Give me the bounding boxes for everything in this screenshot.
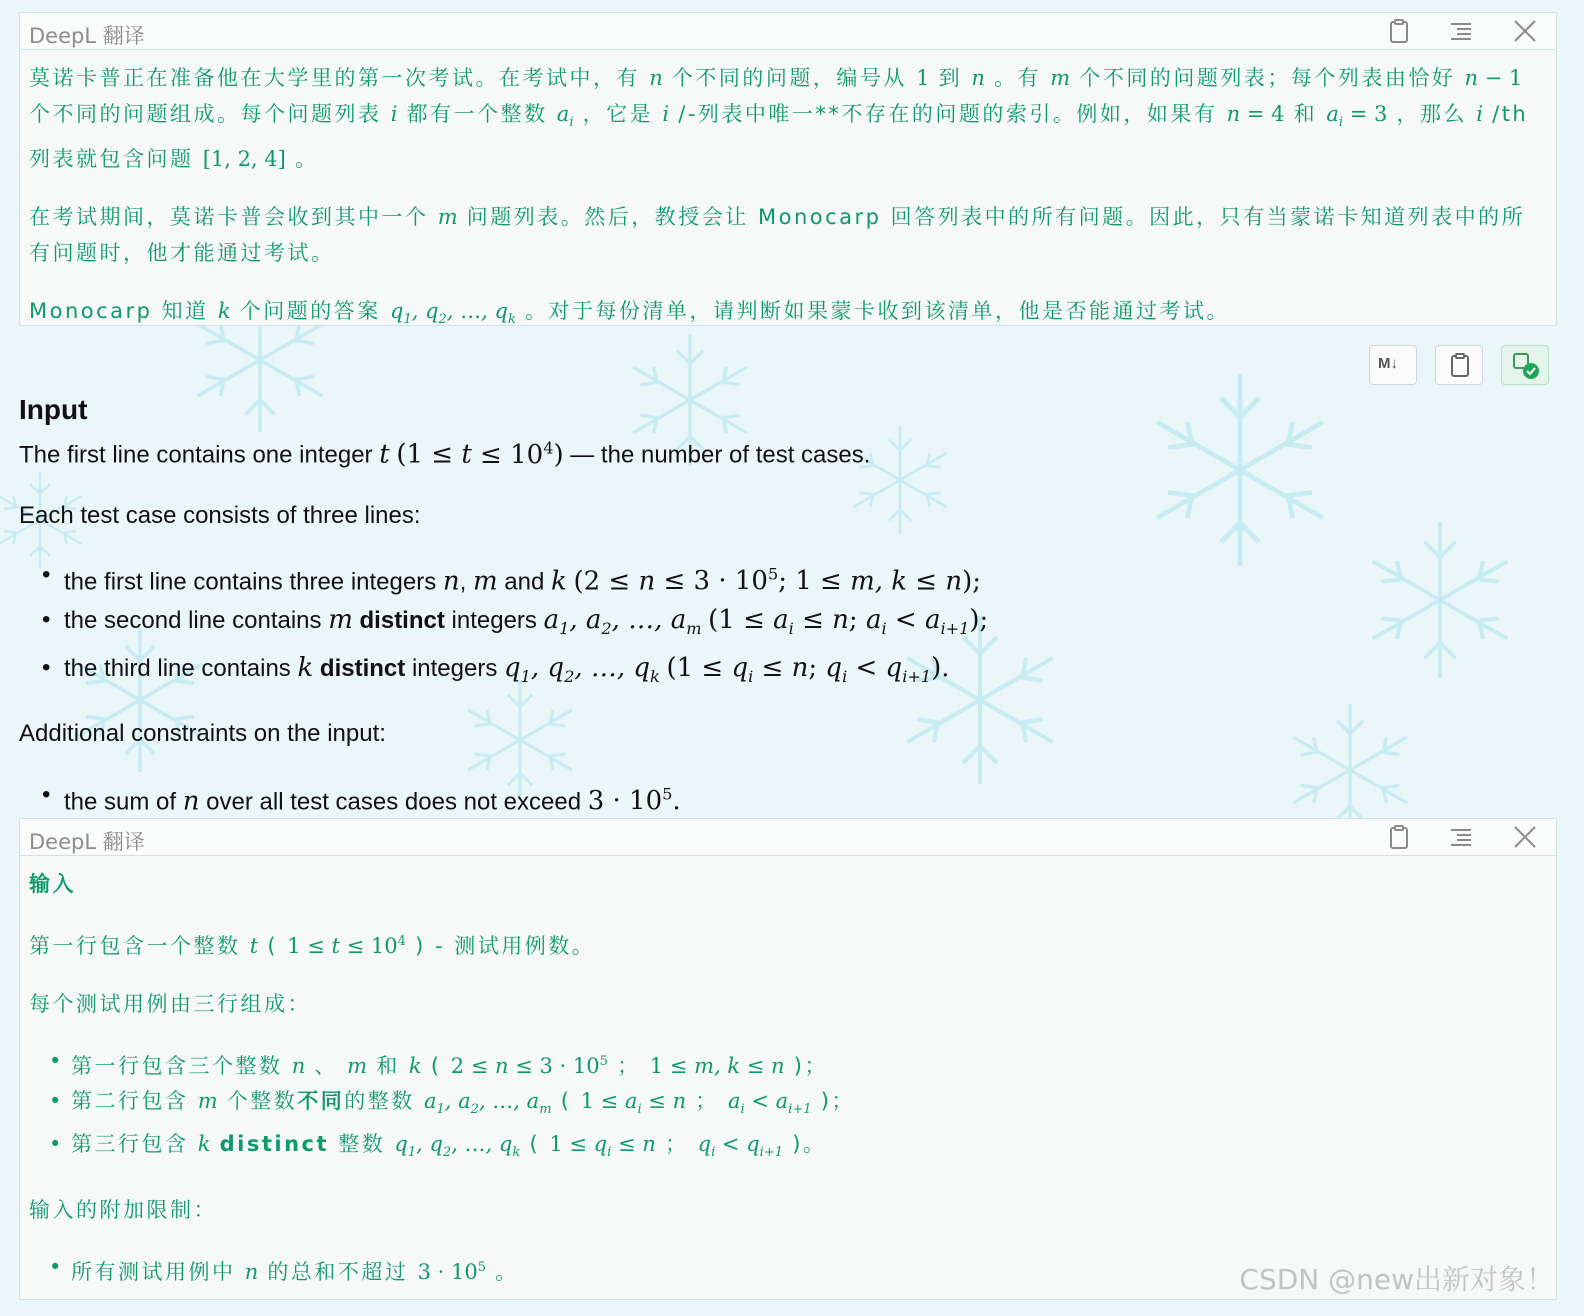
translation-line-2: 每个测试用例由三行组成：	[29, 992, 311, 1016]
text-segment: 。对于每份清单，请判断如果蒙卡收到该清单，他是否能通过考试。	[525, 299, 1231, 324]
translate-button[interactable]	[1501, 345, 1549, 385]
copy-icon[interactable]	[1386, 18, 1412, 44]
text-segment: 。	[295, 147, 319, 172]
text-segment: — the number of test cases.	[570, 441, 871, 469]
original-input-section	[19, 390, 1119, 821]
panel-header	[20, 819, 1556, 856]
text-segment: 和	[1293, 102, 1318, 126]
text-segment: 到	[938, 66, 963, 90]
translation-line-3: 输入的附加限制：	[29, 1198, 217, 1223]
panel-header	[20, 13, 1556, 50]
text-segment: 个不同的问题列表；每个列表由恰好	[1079, 66, 1456, 90]
text-segment: 个不同的问题，编号从	[671, 66, 907, 90]
text-segment: Monocarp 知道	[29, 299, 209, 324]
original-line-1: The first line contains one integer t $(1 \le t \le 10^4)$ — the number of test cases.	[19, 438, 871, 470]
text-segment: ，那么	[1396, 102, 1468, 126]
input-heading: Input	[19, 394, 88, 425]
copy-button[interactable]	[1435, 345, 1483, 385]
constraints-list	[19, 776, 1119, 822]
text-segment: 都有一个整数	[406, 102, 548, 126]
text-segment: The first line contains one integer	[19, 441, 373, 469]
deepl-translation-panel-2	[19, 818, 1557, 1300]
list-item: • 第一行包含三个整数 n 、 m 和 k ( $2 \le n \le 3 \cdot 10^5$ ； 1 ≤ m, k ≤ n )；	[49, 1044, 1547, 1084]
translation-line-1: 第一行包含一个整数 t ( $1 \le t \le 10^4$ ) - 测试用例数。	[29, 934, 596, 958]
watermark: CSDN @new出新对象！	[1239, 1263, 1554, 1296]
list-item: • the second line contains m distinct integers $a_1$, $a_2$, …, $a_m$ ($1 \le a_i \le n$; $a_i < a_{i+1}$);	[64, 601, 1119, 648]
text-segment: 问题列表。然后，教授会让 Monocarp 回答列表中的所有问题。因此，只有当蒙诺卡知道列表中的所有问题时，他才能通过考试。	[29, 205, 1526, 266]
text-segment: 莫诺卡普正在准备他在大学里的第一次考试。在考试中，有	[29, 66, 640, 90]
text-segment: 。有	[994, 66, 1042, 90]
text-segment: 在考试期间，莫诺卡普会收到其中一个	[29, 205, 429, 230]
deepl-translation-panel-1	[19, 12, 1557, 326]
text-segment: ，它是	[582, 102, 654, 126]
list-item: • the third line contains k distinct integers $q_1$, $q_2$, …, $q_k$ ($1 \le q_i \le n$; $q_i < q_{i+1}$).	[64, 649, 1119, 696]
markdown-label: M↓	[1378, 355, 1398, 372]
original-line-3: Additional constraints on the input:	[19, 719, 386, 747]
text-segment: 个不同的问题组成。每个问题列表	[29, 102, 382, 126]
panel-body	[20, 856, 1556, 1290]
translate-check-icon	[1511, 351, 1541, 386]
translation-paragraph-2: 在考试期间，莫诺卡普会收到其中一个 m 问题列表。然后，教授会让 Monocarp 回答列表中的所有问题。因此，只有当蒙诺卡知道列表中的所有问题时，他才能通过考试。	[29, 205, 1526, 266]
text-segment: 个问题的答案	[239, 299, 381, 324]
copy-icon	[1447, 352, 1473, 383]
list-item: • 第二行包含 m 个整数不同的整数 $a_1$, $a_2$, …, $a_m$ ( $1 \le a_i \le n$ ； $a_i < a_{i+1}$ )；	[49, 1084, 1547, 1127]
close-icon[interactable]	[1512, 824, 1538, 850]
translation-list	[29, 1044, 1547, 1170]
panel-body	[20, 50, 1556, 338]
translation-heading: 输入	[29, 872, 76, 896]
panel-title: DeepL 翻译	[29, 830, 145, 854]
menu-icon[interactable]	[1448, 18, 1474, 44]
original-line-2: Each test case consists of three lines:	[19, 501, 421, 529]
original-list	[19, 556, 1119, 696]
list-item: • 所有测试用例中 n 的总和不超过 $3 \cdot 10^5$ 。	[49, 1250, 1547, 1290]
close-icon[interactable]	[1512, 18, 1538, 44]
panel-title: DeepL 翻译	[29, 24, 145, 48]
text-segment: /-列表中唯一**不存在的问题的索引。例如，如果有	[678, 102, 1218, 126]
list-item: • the first line contains three integers n, m and k ($2 \le n \le 3 \cdot 10^5$; 1 ≤ m, k ≤ n);	[64, 556, 1119, 602]
list-item: • 第三行包含 k distinct 整数 $q_1$, $q_2$, …, $q_k$ ( $1 \le q_i \le n$ ； $q_i < q_{i+1}$ )。	[49, 1127, 1547, 1170]
menu-icon[interactable]	[1448, 824, 1474, 850]
text-segment: /th列表就包含问题	[29, 102, 1529, 172]
markdown-button[interactable]	[1369, 345, 1417, 385]
copy-icon[interactable]	[1386, 824, 1412, 850]
list-item: • the sum of n over all test cases does not exceed $3 \cdot 10^5$.	[64, 776, 1119, 822]
translation-paragraph-1: 莫诺卡普正在准备他在大学里的第一次考试。在考试中，有 n 个不同的问题，编号从 1 到 n 。有 m 个不同的问题列表；每个列表由恰好 n − 1 个不同的问题组成。每个问题列表 i 都有一个整数 $a_i$ ，它是 i /-列表中唯一**不存在的问题的索引。例如，如果有 n = 4 和 $a_i = 3$ ，那么 i /th列表就包含问题 [1, 2, 4] 。	[29, 66, 1529, 172]
translation-paragraph-3: Monocarp 知道 k 个问题的答案 $q_1$, $q_2$, …, $q_k$ 。对于每份清单，请判断如果蒙卡收到该清单，他是否能通过考试。	[29, 299, 1231, 328]
